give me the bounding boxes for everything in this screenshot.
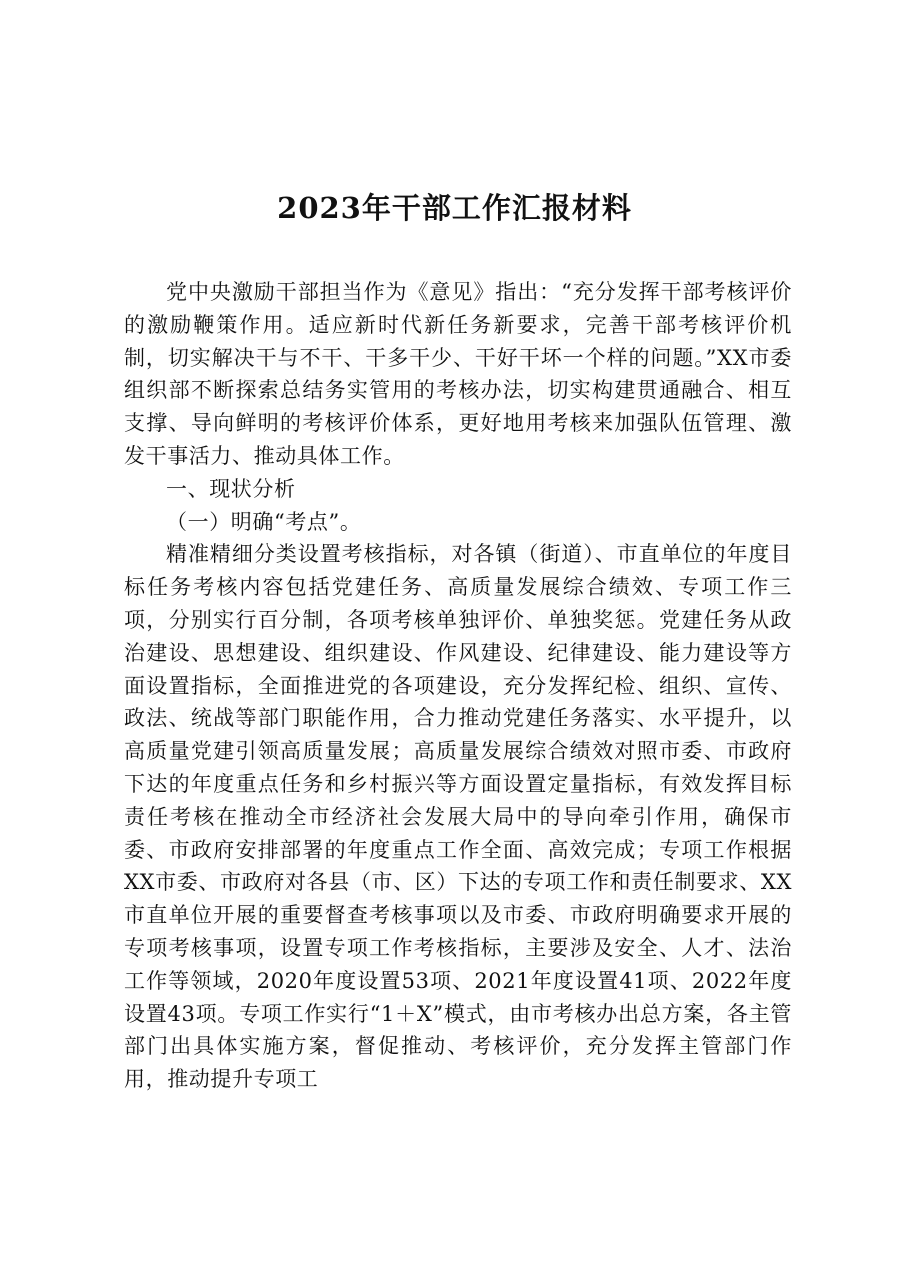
paragraph-intro: 党中央激励干部担当作为《意见》指出：“充分发挥干部考核评价的激励鞭策作用。适应新时代新任务新要求，完善干部考核评价机制，切实解决干与不干、干多干少、干好干坏一个样的问题。”XX市委组织部不断探索总结务实管用的考核办法，切实构建贯通融合、相互支撑、导向鲜明的考核评价体系，更好地用考核来加强队伍管理、激发干事活力、推动具体工作。 xyxy=(124,280,792,468)
subsection-heading: （一）明确“考点”。 xyxy=(166,509,362,534)
document-body xyxy=(124,276,792,1096)
paragraph-body: 精准精细分类设置考核指标，对各镇（街道）、市直单位的年度目标任务考核内容包括党建任务、高质量发展综合绩效、专项工作三项，分别实行百分制，各项考核单独评价、单独奖惩。党建任务从政治建设、思想建设、组织建设、作风建设、纪律建设、能力建设等方面设置指标，全面推进党的各项建设，充分发挥纪检、组织、宣传、政法、统战等部门职能作用，合力推动党建任务落实、水平提升，以高质量党建引领高质量发展；高质量发展综合绩效对照市委、市政府下达的年度重点任务和乡村振兴等方面设置定量指标，有效发挥目标责任考核在推动全市经济社会发展大局中的导向牵引作用，确保市委、市政府安排部署的年度重点工作全面、高效完成；专项工作根据XX市委、市政府对各县（市、区）下达的专项工作和责任制要求、XX市直单位开展的重要督查考核事项以及市委、市政府明确要求开展的专项考核事项，设置专项工作考核指标，主要涉及安全、人才、法治工作等领域，2020年度设置53项、2021年度设置41项、2022年度设置43项。专项工作实行“1＋X”模式，由市考核办出总方案，各主管部门出具体实施方案，督促推动、考核评价，充分发挥主管部门作用，推动提升专项工 xyxy=(124,542,792,1092)
document-title: 2023年干部工作汇报材料 xyxy=(277,191,632,225)
section-heading: 一、现状分析 xyxy=(166,476,296,501)
